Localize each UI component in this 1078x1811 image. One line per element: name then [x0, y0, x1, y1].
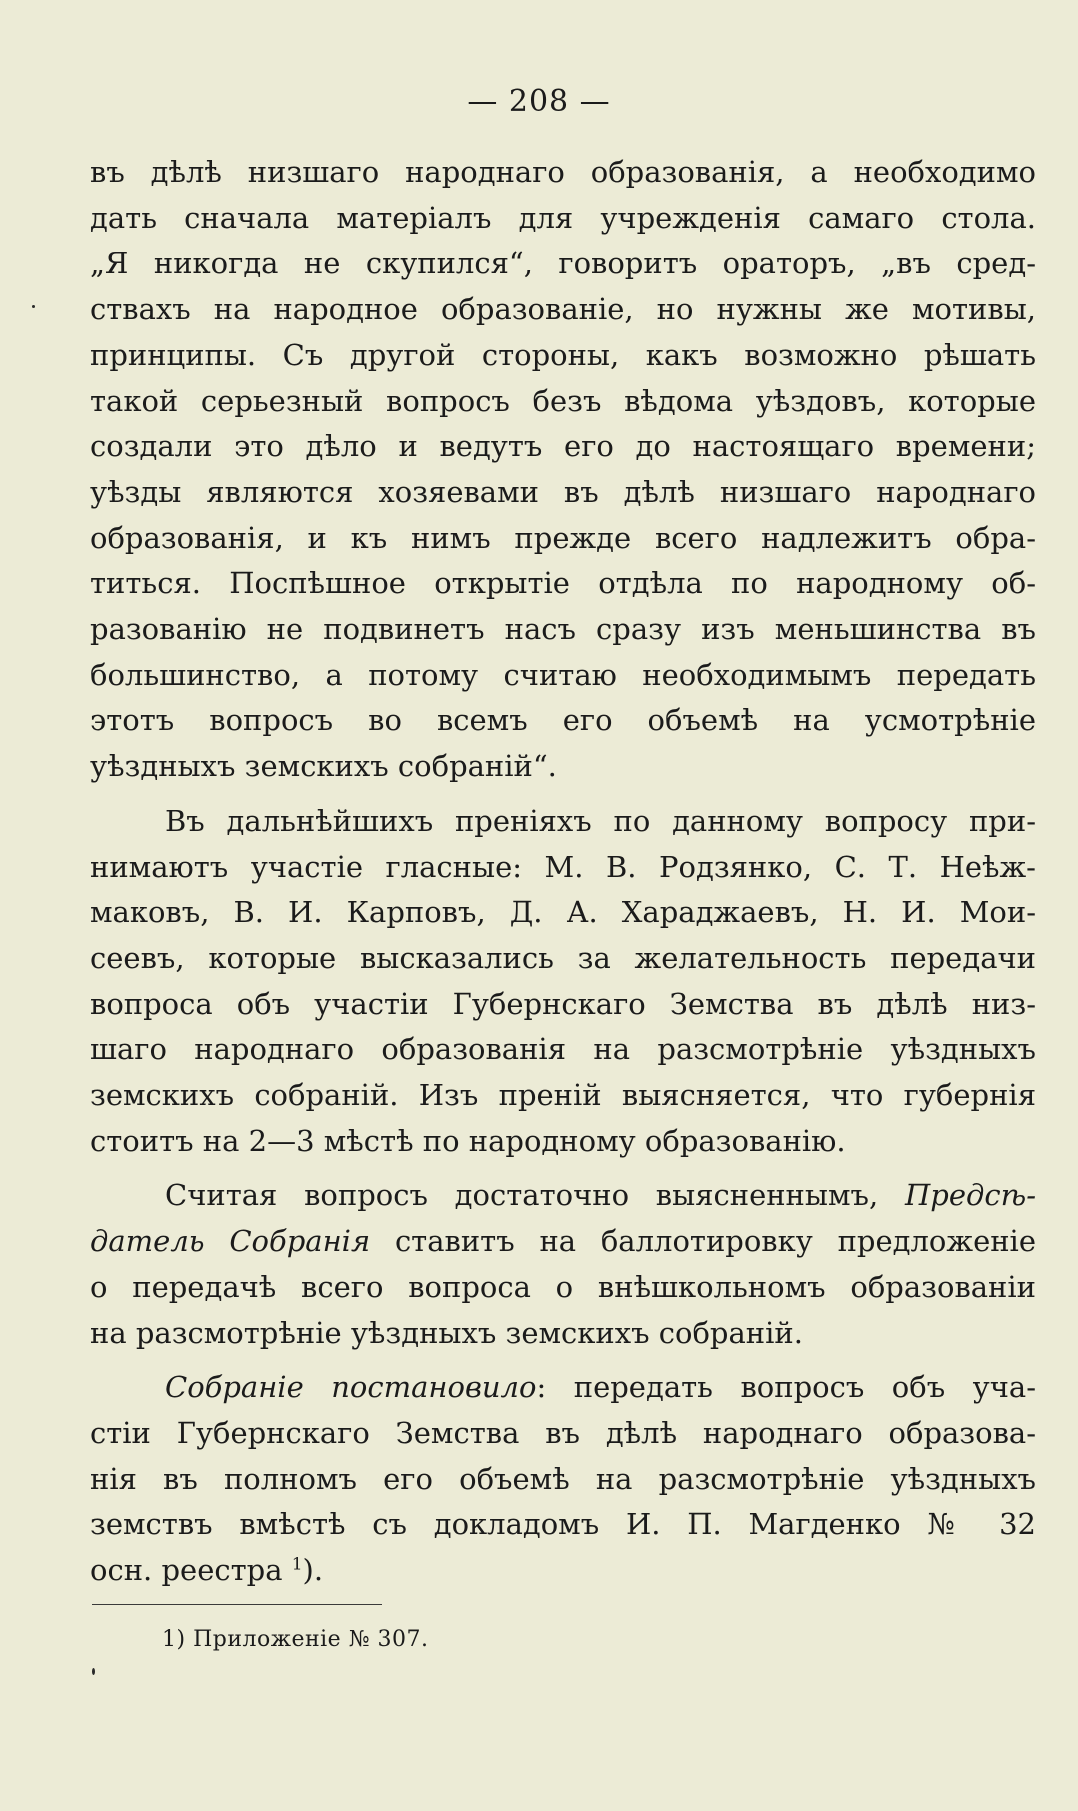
footnote: 1) Приложеніе № 307.	[162, 1627, 429, 1652]
text-run: осн. реестра	[90, 1553, 292, 1588]
footnote-divider	[92, 1604, 382, 1605]
text-line: „Я никогда не скупился“, говоритъ ораторъ, „въ сред-	[90, 246, 1036, 281]
text-line: о передачѣ всего вопроса о внѣшкольномъ образованіи	[90, 1269, 1036, 1304]
text-line	[90, 1548, 1036, 1594]
text-run: ставитъ на баллотировку предложеніе	[370, 1224, 1036, 1259]
text-line: земствъ вмѣстѣ съ докладомъ И. П. Магденко № 32	[90, 1507, 1036, 1542]
ink-speck	[32, 305, 35, 308]
text-run: : передать вопросъ объ уча-	[536, 1370, 1036, 1405]
text-run: ).	[302, 1553, 324, 1588]
text-line: маковъ, В. И. Карповъ, Д. А. Хараджаевъ, Н. И. Мои-	[90, 895, 1036, 930]
paragraph-3	[90, 1173, 1036, 1356]
text-line: земскихъ собраній. Изъ преній выясняется, что губернія	[90, 1078, 1036, 1113]
text-line: этотъ вопросъ во всемъ его объемѣ на усмотрѣніе	[90, 703, 1036, 738]
text-line: принципы. Съ другой стороны, какъ возможно рѣшать	[90, 337, 1036, 372]
text-run: Считая вопросъ достаточно выясненнымъ,	[165, 1178, 905, 1213]
text-line: такой серьезный вопросъ безъ вѣдома уѣздовъ, которые	[90, 383, 1036, 418]
text-line: на разсмотрѣніе уѣздныхъ земскихъ собраній.	[90, 1315, 803, 1350]
text-line: вопроса объ участіи Губернскаго Земства въ дѣлѣ низ-	[90, 986, 1036, 1021]
page-number: — 208 —	[467, 84, 611, 119]
text-line	[90, 1219, 1036, 1265]
text-line: въ дѣлѣ низшаго народнаго образованія, а необходимо	[90, 155, 1036, 189]
ink-speck	[92, 1668, 95, 1675]
text-line	[90, 1365, 1036, 1411]
text-line: образованія, и къ нимъ прежде всего надлежитъ обра-	[90, 520, 1036, 555]
italic-text-run: Предсѣ-	[904, 1178, 1036, 1213]
text-line: дать сначала матеріалъ для учрежденія самаго стола.	[90, 200, 1036, 235]
text-line: титься. Поспѣшное открытіе отдѣла по народному об-	[90, 566, 1036, 601]
text-line: шаго народнаго образованія на разсмотрѣніе уѣздныхъ	[90, 1032, 1036, 1067]
footnote-reference: 1	[291, 1554, 303, 1575]
text-line: нимаютъ участіе гласные: М. В. Родзянко, С. Т. Неѣж-	[90, 849, 1036, 884]
text-line: большинство, а потому считаю необходимымъ передать	[90, 657, 1036, 692]
paragraph-2	[90, 799, 1036, 1165]
text-line: создали это дѣло и ведутъ его до настоящаго времени;	[90, 429, 1036, 464]
text-line: нія въ полномъ его объемѣ на разсмотрѣніе уѣздныхъ	[90, 1461, 1036, 1496]
text-line: стоитъ на 2—3 мѣстѣ по народному образованію.	[90, 1123, 846, 1158]
text-line: стіи Губернскаго Земства въ дѣлѣ народнаго образова-	[90, 1415, 1036, 1450]
text-line: уѣзды являются хозяевами въ дѣлѣ низшаго народнаго	[90, 474, 1036, 509]
text-line: сеевъ, которые высказались за желательность передачи	[90, 940, 1036, 975]
paragraph-1	[90, 150, 1036, 790]
text-line: ствахъ на народное образованіе, но нужны же мотивы,	[90, 292, 1036, 327]
italic-text-run: Собраніе постановило	[165, 1370, 537, 1405]
text-line: разованію не подвинетъ насъ сразу изъ меньшинства въ	[90, 612, 1036, 647]
paragraph-4	[90, 1365, 1036, 1594]
text-line: уѣздныхъ земскихъ собраній“.	[90, 749, 557, 784]
body-text	[90, 150, 1036, 1594]
text-line	[90, 1173, 1036, 1219]
text-line: Въ дальнѣйшихъ преніяхъ по данному вопросу при-	[165, 803, 1036, 838]
italic-text-run: датель Собранія	[90, 1224, 371, 1259]
